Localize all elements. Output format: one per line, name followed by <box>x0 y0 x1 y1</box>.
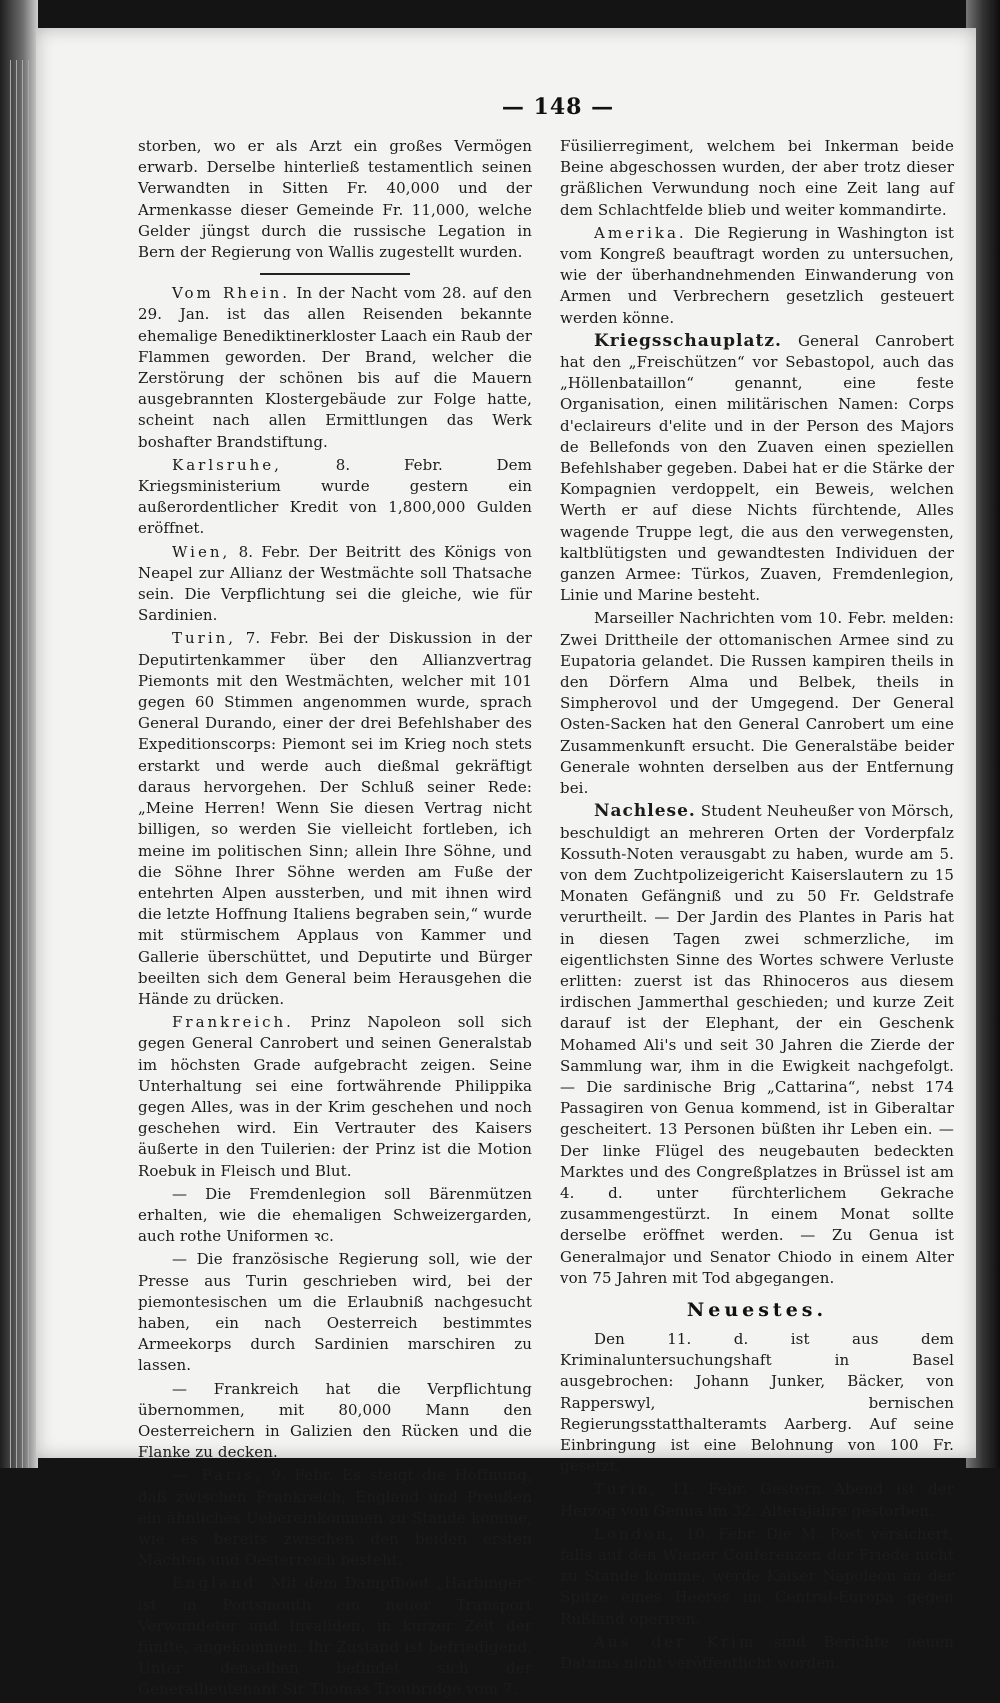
right-column <box>560 136 954 1676</box>
dateline: — Paris, <box>172 1466 263 1485</box>
left-column <box>138 136 532 1703</box>
article-text: Student Neuheußer von Mörsch, beschuldigt an mehreren Orten der Vorderpfalz Kossuth-Noten verausgabt zu haben, wurde am 5. von dem Zuchtpolizeigericht Kaiserslautern zu 15 Monaten Gefängniß und zu 50 Fr. Geldstrafe verurtheilt. — Der Jardin des Plantes in Paris hat in diesen Tagen zwei schmerzliche, im eigentlichsten Sinne des Wortes schwere Verluste erlitten: zuerst ist das Rhinoceros aus diesem irdischen Jammerthal geschieden; und kurze Zeit darauf ist der Elephant, der ein Geschenk Mohamed Ali's und seit 30 Jahren die Zierde der Sammlung war, ihm in die Ewigkeit nachgefolgt. — Die sardinische Brig „Cattarina“, nebst 174 Passagiren von Genua kommend, ist in Giberaltar gescheitert. 13 Personen büßten ihr Leben ein. — Der linke Flügel des neugebauten bedeckten Marktes und des Congreßplatzes in Brüssel ist am 4. d. unter fürchterlichem Gekrache zusammengestürzt. In einem Monat sollte derselbe eröffnet werden. — Zu Genua ist Generalmajor und Senator Chiodo in einem Alter von 75 Jahren mit Tod abgegangen. <box>560 802 954 1287</box>
article-text: Prinz Napoleon soll sich gegen General Canrobert und seinen Generalstab im höchsten Grade aufgebracht zeigen. Seine Unterhaltung sei eine fortwährende Philippika gegen Alles, was in der Krim geschehen und noch geschehen wird. Ein Vertrauter des Kaisers äußerte in den Tuilerien: der Prinz ist die Motion Roebuk in Fleisch und Blut. <box>138 1013 532 1180</box>
article-text: 9. Febr. Es steigt die Hoffnung, daß zwischen Frankreich, England und Preußen ein ähnliches Uebereinkommen zu Stande komme, wie es bereits zwischen den beiden ersten Mächten und Oesterreich besteht. <box>138 1466 532 1570</box>
article-england <box>138 1573 532 1700</box>
article-text: In der Nacht vom 28. auf den 29. Jan. ist das allen Reisenden bekannte ehemalige Benediktinerkloster Laach ein Raub der Flammen geworden. Der Brand, welcher die Zerstörung der schönen bis auf die Mauern ausgebrannten Klostergebäude zur Folge hatte, scheint nach allen Ermittlungen das Werk boshafter Brandstiftung. <box>138 284 532 451</box>
dateline: Turin, <box>172 629 237 648</box>
article-text: 7. Febr. Bei der Diskussion in der Deputirtenkammer über den Allianzvertrag Piemonts mit den Westmächten, welcher mit 101 gegen 60 Stimmen angenommen wurde, sprach General Durando, einer der drei Befehlshaber des Expeditionscorps: Piemont sei im Krieg noch stets erstarkt und werde auch dießmal gekräftigt daraus hervorgehen. Der Schluß seiner Rede: „Meine Herren! Wenn Sie diesen Vertrag nicht billigen, so werden Sie vielleicht fortleben, ich meine im politischen Sinn; allein Ihre Söhne, und die Söhne Ihrer Söhne werden am Fuße der entehrten Alpen aussterben, und mit ihnen wird die letzte Hoffnung Italiens begraben sein,“ wurde mit stürmischem Applaus von Kammer und Gallerie überschüttet, und Deputirte und Bürger beeilten sich dem General beim Herausgehen die Hände zu drücken. <box>138 629 532 1008</box>
dateline: Turin, <box>594 1480 659 1499</box>
article-text: Die Regierung in Washington ist vom Kongreß beauftragt worden zu untersuchen, wie der überhandnehmenden Einwanderung von Armen und Verbrechern gesetzlich gesteuert werden könne. <box>560 223 954 327</box>
article-paragraph: storben, wo er als Arzt ein großes Vermögen erwarb. Derselbe hinterließ testamentlich seinen Verwandten in Sitten Fr. 40,000 und der Armenkasse dieser Gemeinde Fr. 11,000, welche Gelder jüngst durch die russische Legation in Bern der Regierung von Wallis zugestellt wurden. <box>138 137 532 262</box>
article-text: 8. Febr. Dem Kriegsministerium wurde gestern ein außerordentlicher Kredit von 1,800,000 Gulden eröffnet. <box>138 455 532 538</box>
dateline: Amerika. <box>594 223 687 242</box>
article-turin <box>560 1479 954 1521</box>
article-wien <box>138 542 532 627</box>
article-krim <box>560 1632 954 1674</box>
article-text: Mit dem Dampfboot „Harbinger“ ist in Portsmouth ein neuer Transport Verwundeter und Invaliden, in kurzer Zeit der fünfte, angekommen. Ihr Zustand ist befriedigend. Unter denselben befindet sich der Generallieutenant Sir Thomas Troubridge vom 7. <box>138 1574 532 1699</box>
dateline: England. <box>172 1574 264 1593</box>
article-kriegsschauplatz <box>560 331 954 607</box>
article-text: 8. Febr. Der Beitritt des Königs von Neapel zur Allianz der Westmächte soll Thatsache sein. Die Verpflichtung sei die gleiche, wie für Sardinien. <box>138 542 532 625</box>
article-paris <box>138 1465 532 1571</box>
section-heading: Nachlese. <box>594 801 696 822</box>
dateline: Frankreich. <box>172 1013 294 1032</box>
article-paragraph: Füsilierregiment, welchem bei Inkerman beide Beine abgeschossen wurden, der aber trotz dieser gräßlichen Verwundung noch eine Zeit lang auf dem Schlachtfelde blieb und weiter kommandirte. <box>560 137 954 219</box>
article-london <box>560 1524 954 1630</box>
article-turin <box>138 628 532 1010</box>
section-title-neuestes: Neuestes. <box>686 1298 828 1321</box>
dateline: Karlsruhe, <box>172 455 282 474</box>
section-heading: Kriegsschauplatz. <box>594 330 782 351</box>
article-paragraph: — Die französische Regierung soll, wie der Presse aus Turin geschrieben wird, bei der piemontesischen um die Erlaubniß nachgesucht haben, ein nach Oesterreich bestimmtes Armeekorps durch Sardinien marschiren zu lassen. <box>138 1250 532 1375</box>
dateline: Vom Rhein. <box>172 284 291 303</box>
article-amerika <box>560 223 954 329</box>
page-number: — 148 — <box>501 94 615 120</box>
article-rhein <box>138 283 532 453</box>
article-text: sind Berichte neuen Datums nicht veröffentlicht worden. <box>560 1632 955 1673</box>
dateline: London, <box>594 1524 677 1543</box>
article-nachlese <box>560 801 954 1289</box>
article-paragraph: Den 11. d. ist aus dem Kriminaluntersuchungshaft in Basel ausgebrochen: Johann Junker, Bäcker, von Rapperswyl, bernischen Regierungsstatthalteramts Aarberg. Auf seine Einbringung ist eine Belohnung von 100 Fr. gesetzt. <box>560 1329 954 1476</box>
article-text: 11. Febr. Gestern Abend ist der Herzog von Genua im 32. Altersjahre gestorben. <box>560 1480 954 1520</box>
article-karlsruhe <box>138 455 532 540</box>
article-paragraph: Marseiller Nachrichten vom 10. Febr. melden: Zwei Drittheile der ottomanischen Armee sind zu Eupatoria gelandet. Die Russen kampiren theils in den Dörfern Alma und Belbek, theils in Simpherovol und der Umgegend. Der General Osten-Sacken hat den General Canrobert um eine Zusammenkunft ersucht. Die Generalstäbe beider Generale wohnten derselben aus der Entfernung bei. <box>560 609 954 798</box>
article-paragraph: — Die Fremdenlegion soll Bärenmützen erhalten, wie die ehemaligen Schweizergarden, auch rothe Uniformen ꝛc. <box>138 1184 532 1246</box>
article-text: General Canrobert hat den „Freischützen“ vor Sebastopol, auch das „Höllenbataillon“ genannt, eine feste Organisation, einen militärischen Namen: Corps d'eclaireurs d'elite und in der Person des Majors de Bellefonds von den Zuaven einen speziellen Befehlshaber gegeben. Dabei hat er die Stärke der Kompagnien verdoppelt, ein Beweis, welchen Werth er auf diese Nichts fürchtende, Alles wagende Truppe legt, die aus den verwegensten, kaltblütigsten und gewandtesten Individuen der ganzen Armee: Türkos, Zuaven, Fremdenlegion, Linie und Marine besteht. <box>560 331 954 605</box>
dateline: Aus der Krim <box>594 1632 757 1651</box>
article-frankreich <box>138 1012 532 1182</box>
article-text: 10. Febr. Die M. Post versichert, falls auf den Wiener Conferenzen der Friede nicht zu Stande komme, werde Kaiser Napoleon an der Spitze eines Heeres im Central-Europa gegen Rußland operiren. <box>560 1524 954 1628</box>
book-edge-left <box>0 0 38 1468</box>
separator-rule <box>260 273 410 275</box>
dateline: Wien, <box>172 542 231 561</box>
article-paragraph: — Frankreich hat die Verpflichtung übernommen, mit 80,000 Mann den Oesterreichern in Galizien den Rücken und die Flanke zu decken. <box>138 1379 532 1462</box>
